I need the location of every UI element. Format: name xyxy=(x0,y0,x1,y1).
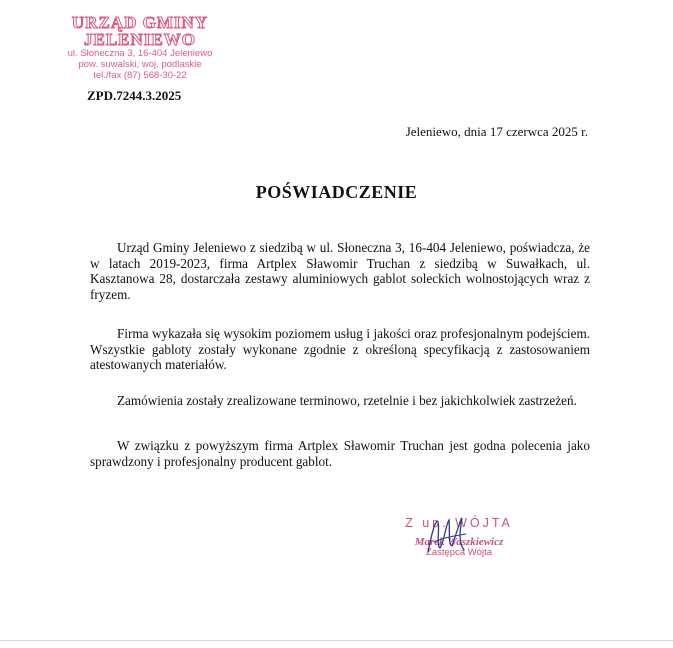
handwritten-signature-icon xyxy=(422,512,470,558)
letterhead-municipality: JELENIEWO xyxy=(84,30,196,49)
signature-name: Marek Waszkiewicz xyxy=(414,536,504,548)
document-title: POŚWIADCZENIE xyxy=(255,182,418,202)
letterhead-office-name: URZĄD GMINY xyxy=(71,13,209,32)
paragraph-2: Firma wykazała się wysokim poziomem usług i jakości oraz profesjonalnym podejściem. Wszystkie gabloty zostały wykonane zgodnie z określoną specyfikacją z zastosowaniem atestowanych materiałów. xyxy=(90,326,590,372)
paragraph-4: W związku z powyższym firma Artplex Sławomir Truchan jest godna polecenia jako sprawdzony i profesjonalny producent gablot. xyxy=(90,438,590,469)
signature-authority: Z up. WÓJTA xyxy=(405,516,513,530)
page-bottom-edge xyxy=(0,640,673,641)
reference-number: ZPD.7244.3.2025 xyxy=(87,88,182,103)
paragraph-3: Zamówienia zostały zrealizowane terminowo, rzetelnie i bez jakichkolwiek zastrzeżeń. xyxy=(117,393,577,408)
letterhead-region: pow. suwalski, woj. podlaskie xyxy=(78,59,202,70)
letterhead-stamp xyxy=(40,14,240,81)
signature-role: Zastępca Wójta xyxy=(426,547,492,558)
place-and-date: Jeleniewo, dnia 17 czerwca 2025 r. xyxy=(405,124,588,139)
letterhead-address: ul. Słoneczna 3, 16-404 Jeleniewo xyxy=(67,48,213,59)
paragraph-1: Urząd Gminy Jeleniewo z siedzibą w ul. Słoneczna 3, 16-404 Jeleniewo, poświadcza, że w latach 2019-2023, firma Artplex Sławomir Truchan z siedzibą w Suwałkach, ul. Kasztanowa 28, dostarczała zestawy aluminiowych gablot soleckich wolnostojących wraz z fryzem. xyxy=(90,240,590,302)
letterhead-phone: tel./fax (87) 568-30-22 xyxy=(93,70,187,81)
